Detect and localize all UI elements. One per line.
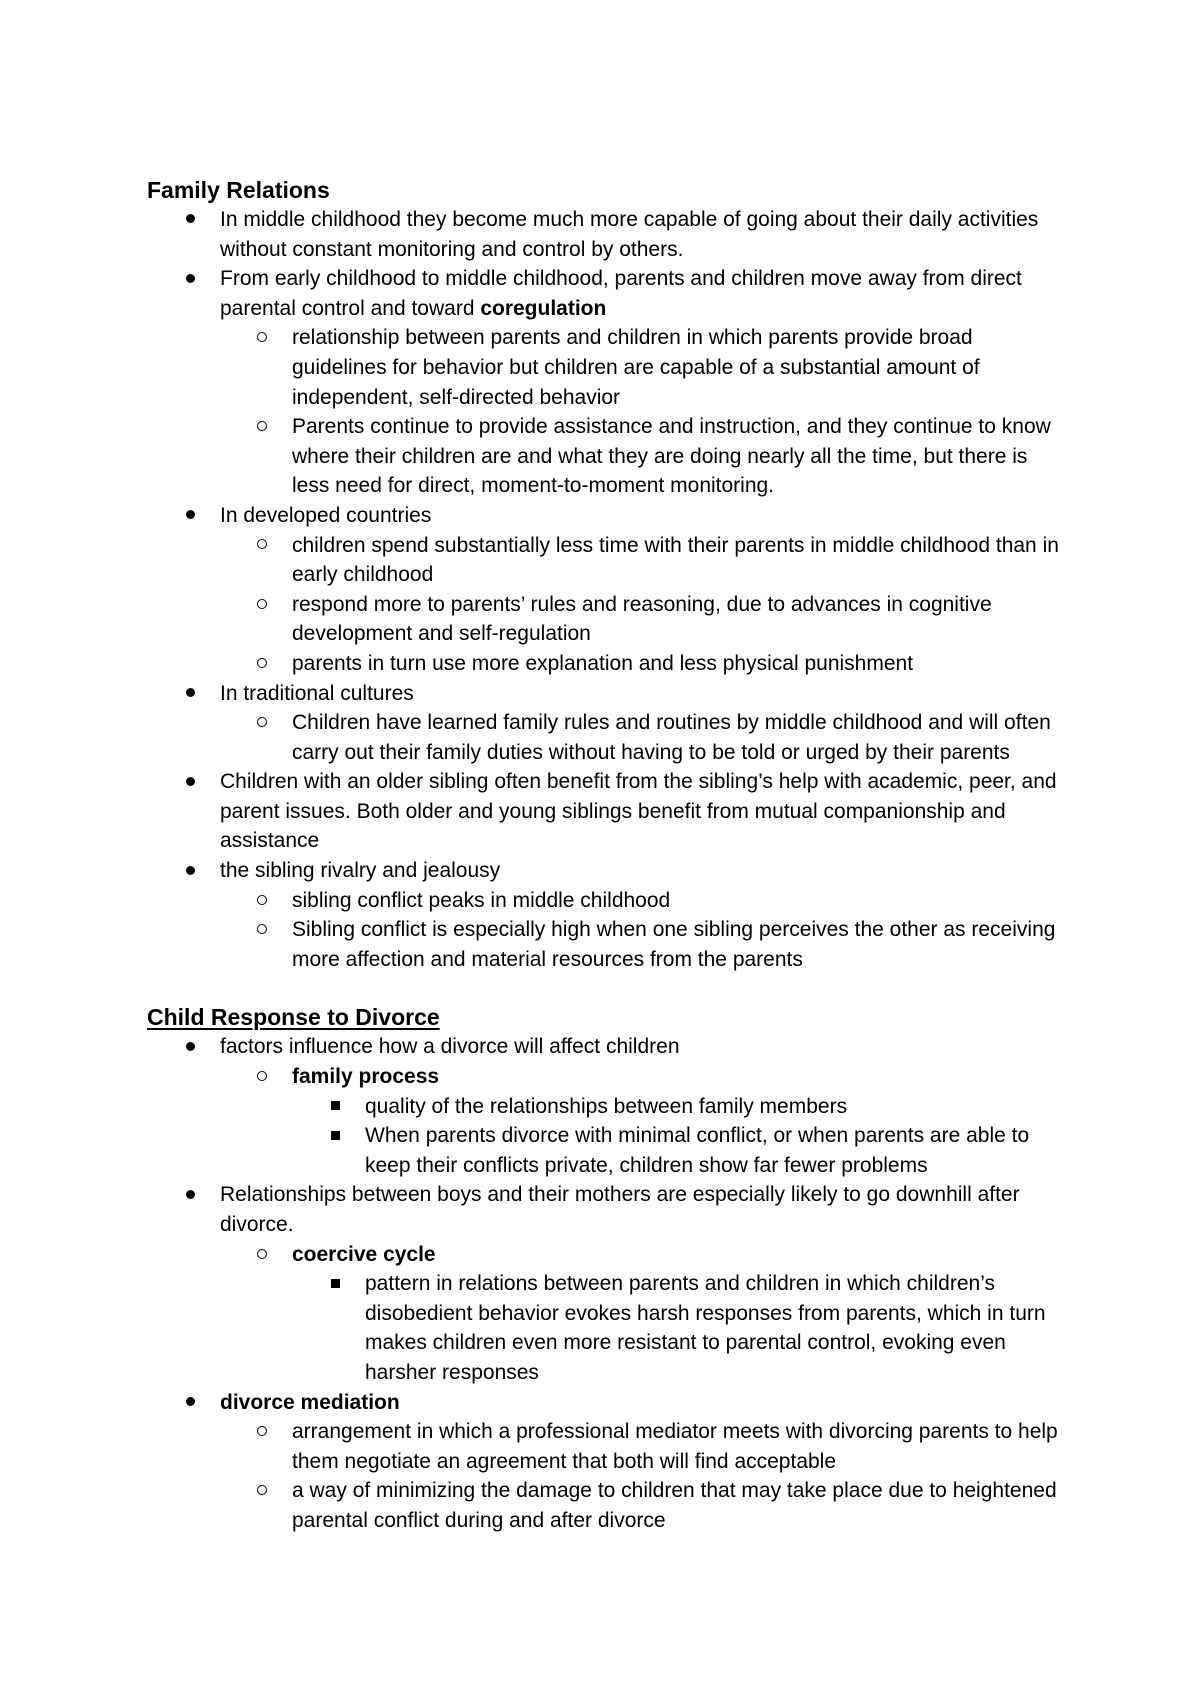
bullet-circle-icon [252, 323, 272, 353]
list-item: factors influence how a divorce will affect children [147, 1032, 1067, 1062]
bullet-disc-icon [180, 205, 200, 235]
document-content [147, 176, 1067, 1536]
bullet-circle-icon [252, 886, 272, 916]
bullet-circle-icon [252, 1240, 272, 1270]
list-item: relationship between parents and children in which parents provide broad guidelines for behavior but children are capable of a substantial amount of independent, self-directed behavior [147, 323, 1067, 412]
term-coregulation: coregulation [480, 296, 607, 320]
bullet-disc-icon [180, 767, 200, 797]
list-item: In middle childhood they become much more capable of going about their daily activities without constant monitoring and control by others. [147, 205, 1067, 264]
list-item: In traditional cultures [147, 679, 1067, 709]
bullet-circle-icon [252, 915, 272, 945]
section-title-family-relations: Family Relations [147, 177, 330, 203]
list-item: When parents divorce with minimal conflict, or when parents are able to keep their conflicts private, children show far fewer problems [147, 1121, 1067, 1180]
bullet-circle-icon [252, 649, 272, 679]
list-item [147, 1388, 1067, 1418]
section-spacer [147, 974, 1067, 1003]
bullet-square-icon [325, 1121, 345, 1151]
list-item: respond more to parents’ rules and reasoning, due to advances in cognitive development and self-regulation [147, 590, 1067, 649]
section-title-child-response-to-divorce: Child Response to Divorce [147, 1004, 440, 1031]
bullet-disc-icon [180, 1180, 200, 1210]
list-item: Sibling conflict is especially high when one sibling perceives the other as receiving more affection and material resources from the parents [147, 915, 1067, 974]
list-item: In developed countries [147, 501, 1067, 531]
list-item: From early childhood to middle childhood, parents and children move away from direct parental control and toward coregulation [147, 264, 1067, 323]
bullet-square-icon [325, 1092, 345, 1122]
bullet-circle-icon [252, 590, 272, 620]
list-item: Relationships between boys and their mothers are especially likely to go downhill after divorce. [147, 1180, 1067, 1239]
list-item: the sibling rivalry and jealousy [147, 856, 1067, 886]
bullet-circle-icon [252, 1062, 272, 1092]
bullet-disc-icon [180, 856, 200, 886]
bullet-disc-icon [180, 679, 200, 709]
bullet-disc-icon [180, 264, 200, 294]
bullet-circle-icon [252, 1417, 272, 1447]
bullet-disc-icon [180, 501, 200, 531]
bullet-disc-icon [180, 1032, 200, 1062]
family-relations-list [147, 205, 1067, 974]
list-item: pattern in relations between parents and children in which children’s disobedient behavior evokes harsh responses from parents, which in turn makes children even more resistant to parental control, evoking even harsher responses [147, 1269, 1067, 1387]
bullet-square-icon [325, 1269, 345, 1299]
divorce-list [147, 1032, 1067, 1535]
bullet-circle-icon [252, 1476, 272, 1506]
term-family-process: family process [292, 1065, 440, 1089]
term-coercive-cycle: coercive cycle [292, 1242, 436, 1266]
bullet-circle-icon [252, 531, 272, 561]
list-item: Parents continue to provide assistance and instruction, and they continue to know where their children are and what they are doing nearly all the time, but there is less need for direct, moment-to-moment monitoring. [147, 412, 1067, 501]
list-item: sibling conflict peaks in middle childhood [147, 886, 1067, 916]
bullet-circle-icon [252, 708, 272, 738]
list-item: arrangement in which a professional mediator meets with divorcing parents to help them negotiate an agreement that both will find acceptable [147, 1417, 1067, 1476]
bullet-circle-icon [252, 412, 272, 442]
list-item: Children with an older sibling often benefit from the sibling’s help with academic, peer, and parent issues. Both older and young siblings benefit from mutual companionship and assistance [147, 767, 1067, 856]
list-item: children spend substantially less time with their parents in middle childhood than in early childhood [147, 531, 1067, 590]
list-item: a way of minimizing the damage to children that may take place due to heightened parental conflict during and after divorce [147, 1476, 1067, 1535]
list-item: Children have learned family rules and routines by middle childhood and will often carry out their family duties without having to be told or urged by their parents [147, 708, 1067, 767]
list-item [147, 1062, 1067, 1092]
list-item [147, 1240, 1067, 1270]
term-divorce-mediation: divorce mediation [220, 1390, 400, 1414]
list-item: parents in turn use more explanation and less physical punishment [147, 649, 1067, 679]
bullet-disc-icon [180, 1388, 200, 1418]
list-item: quality of the relationships between family members [147, 1092, 1067, 1122]
